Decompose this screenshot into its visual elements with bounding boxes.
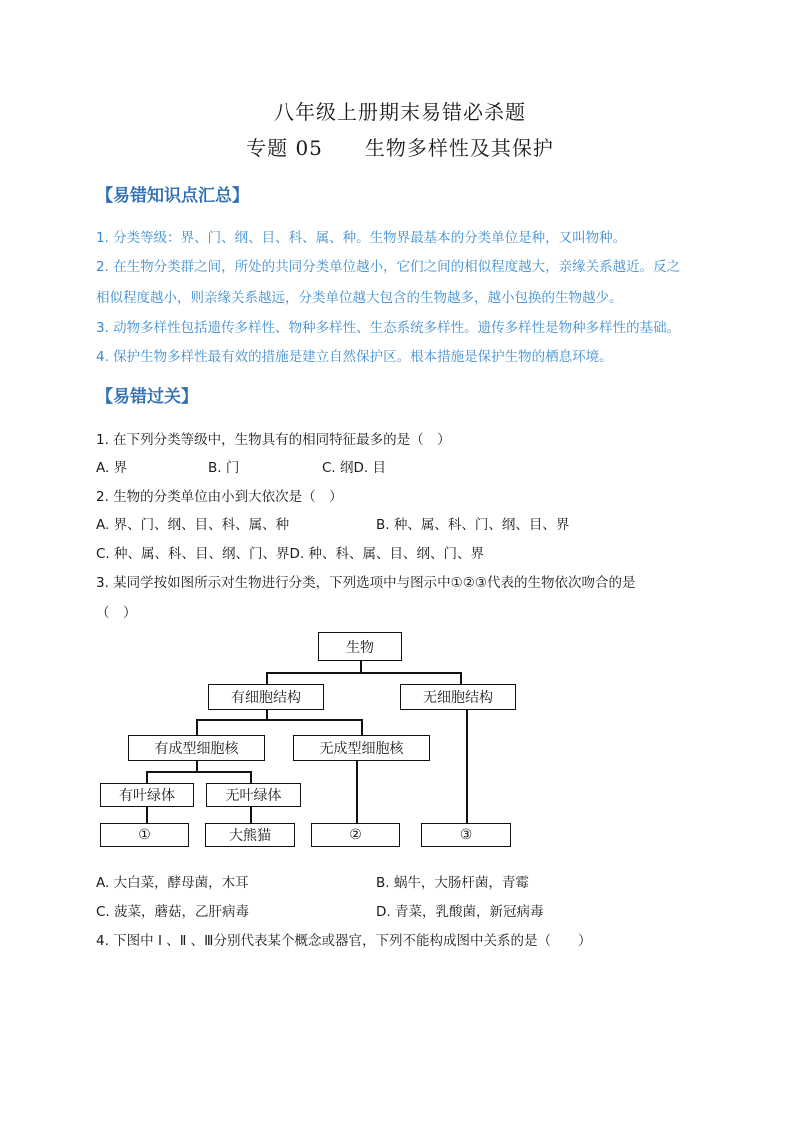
practice-heading: 【易错过关】: [96, 387, 198, 407]
q3-stem: 3. 某同学按如图所示对生物进行分类，下列选项中与图示中①②③代表的生物依次吻合的是: [96, 575, 636, 591]
node-no-chlorophyll: 无叶绿体: [206, 783, 301, 807]
node-acellular: 无细胞结构: [400, 684, 516, 710]
leaf-1: ①: [100, 823, 189, 847]
q2-option-cd: C. 种、属、科、目、纲、门、界D. 种、科、属、目、纲、门、界: [96, 546, 484, 562]
q1-option-cd: C. 纲D. 目: [322, 460, 386, 476]
knowledge-point-2-cont: 相似程度越小，则亲缘关系越远，分类单位越大包含的生物越多，越小包换的生物越少。: [96, 290, 623, 306]
q4-stem: 4. 下图中 Ⅰ 、Ⅱ 、Ⅲ分别代表某个概念或器官，下列不能构成图中关系的是（ ）: [96, 933, 592, 949]
q2-stem: 2. 生物的分类单位由小到大依次是（ ）: [96, 489, 343, 505]
node-no-nucleus: 无成型细胞核: [293, 735, 430, 761]
page-title: 八年级上册期末易错必杀题: [274, 100, 526, 124]
node-root: 生物: [318, 632, 402, 661]
node-chlorophyll: 有叶绿体: [100, 783, 194, 807]
q2-option-b: B. 种、属、科、门、纲、目、界: [376, 517, 570, 533]
q3-paren: （ ）: [96, 605, 137, 621]
node-cellular: 有细胞结构: [208, 684, 324, 710]
page-subtitle: 专题 05 生物多样性及其保护: [246, 136, 554, 160]
q3-option-a: A. 大白菜，酵母菌，木耳: [96, 875, 249, 891]
leaf-panda: 大熊猫: [205, 823, 295, 847]
q1-option-a: A. 界: [96, 460, 128, 476]
leaf-3: ③: [421, 823, 511, 847]
node-nucleus: 有成型细胞核: [128, 735, 265, 761]
q1-stem: 1. 在下列分类等级中，生物具有的相同特征最多的是（ ）: [96, 432, 451, 448]
knowledge-point-4: 4. 保护生物多样性最有效的措施是建立自然保护区。根本措施是保护生物的栖息环境。: [96, 349, 613, 365]
knowledge-point-1: 1. 分类等级：界、门、纲、目、科、属、种。生物界最基本的分类单位是种，又叫物种。: [96, 230, 627, 246]
q3-option-d: D. 青菜，乳酸菌，新冠病毒: [376, 904, 544, 920]
q1-option-b: B. 门: [208, 460, 240, 476]
q3-option-c: C. 菠菜，蘑菇，乙肝病毒: [96, 904, 250, 920]
q2-option-a: A. 界、门、纲、目、科、属、种: [96, 517, 290, 533]
knowledge-point-3: 3. 动物多样性包括遗传多样性、物种多样性、生态系统多样性。遗传多样性是物种多样性的基础。: [96, 320, 681, 336]
q3-option-b: B. 蜗牛，大肠杆菌，青霉: [376, 875, 529, 891]
leaf-2: ②: [311, 823, 400, 847]
knowledge-heading: 【易错知识点汇总】: [96, 186, 249, 206]
knowledge-point-2: 2. 在生物分类群之间，所处的共同分类单位越小，它们之间的相似程度越大，亲缘关系越近。反之: [96, 259, 681, 275]
